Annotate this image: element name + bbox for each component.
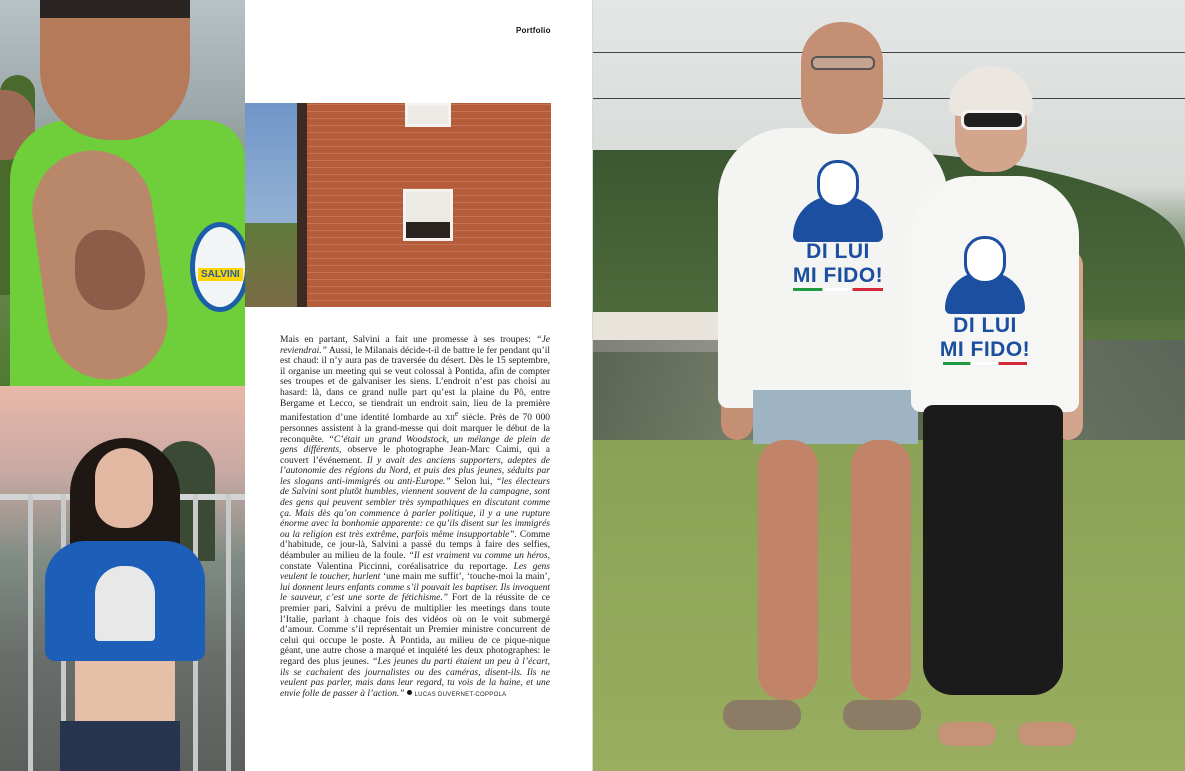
slogan-line: MI FIDO! (939, 338, 1031, 361)
badge-label: SALVINI (198, 268, 243, 281)
man-left-leg (758, 440, 818, 700)
bare-midriff (75, 661, 175, 721)
quote: “Je reviendrai.” (280, 335, 550, 356)
end-bullet-icon (407, 690, 412, 695)
quote: lui donnent leurs enfants comme s’il pouvait les baptiser. Ils invoquent le sauveur, c’est une sorte de fétichisme.” (280, 582, 550, 604)
text: Selon lui, (450, 476, 497, 487)
text: Mais en partant, Salvini a fait une promesse à ses troupes: (280, 335, 537, 345)
woman-face (95, 448, 153, 528)
text: siècle. Près de 70 000 personnes assistent à la grand-messe qui doit marquer le début de la reconquête. (280, 413, 551, 445)
photo-elderly-couple (593, 0, 1185, 771)
slogan-line: DI LUI (953, 314, 1017, 337)
italian-flag-stripe (943, 362, 1027, 365)
tshirt-slogan (935, 314, 1035, 362)
slogan-line: MI FIDO! (792, 264, 884, 287)
text: Aussi, le Milanais décide-t-il de battre le fer pendant qu’il est chaud: il n’y aura pas de traversée du désert. Dès le 15 septembre, il organise un meeting qui se veut colossal à Pontida, afin de compter ses troupes et de galvaniser les siens. L’endroit n’est pas choisi au hasard: là, dans ce grand nulle part qu’est la plaine du Pô, entre Bergame et Lecco, se tiendrait un endroit sain, lieu de la première manifestation d’une identité lombarde au (280, 345, 550, 424)
window-opening (406, 222, 450, 238)
hillside (245, 223, 303, 307)
man-head (801, 22, 883, 134)
quote: Les gens veulent le toucher, hurlent (280, 561, 550, 583)
jeans (60, 721, 180, 771)
lega-badge (190, 222, 245, 312)
power-line (593, 98, 1185, 99)
text: Comme d’habitude, ce jour-là, Salvini a passé du temps à faire des selfies, déambuler au milieu de la foule. (280, 529, 550, 562)
crop-top-portrait-print (95, 566, 155, 641)
century-superscript: e (454, 409, 459, 419)
portrait-face (964, 236, 1006, 284)
sunglasses-icon (961, 110, 1025, 130)
quote: “Les jeunes du parti étaient un peu à l’écart, ils se cachaient des journalistes ou des caméras, disent-ils. Ils ne veulent pas parler, mais dans leur regard, tu vois de la haine, et une envie folle de passer à l’action.” (280, 656, 550, 699)
author-credit: LUCAS DUVERNET-COPPOLA (414, 691, 507, 698)
woman-hair (949, 66, 1033, 116)
black-leggings (923, 405, 1063, 695)
building-edge (297, 103, 307, 307)
woman-foot (938, 722, 996, 746)
tshirt-slogan (785, 240, 891, 288)
text: Fort de la réussite de ce premier pari, Salvini a prévu de multiplier les meetings dans toute l’Italie, parlant à chaque fois des vidéos où on le voit submergé d’amour. Comme s’il représentait un Premier ministre concurrent de celui qui occupe le poste. À Pontida, au milieu de ce pique-nique géant, une autre chose a marqué et inquiété les deux photographes: le regard des plus jeunes. (280, 593, 551, 667)
quote: Il y avait des anciens supporters, adeptes de l’autonomie des régions du Nord, et puis des plus jeunes, séduits par les slogans anti-immigrés ou anti-Europe.” (280, 455, 551, 487)
text: observe le photographe Jean-Marc Caimi, qui a couvert l’événement. (280, 445, 550, 466)
quote: “les électeurs de Salvini sont plutôt humbles, viennent souvent de la campagne, sont des gens qui peuvent sembler très sympathiques en discutant comme ça. Mais dès qu’on commence à parler politique, il y a une rupture énorme avec la bonhomie apparente: ce qu’ils disent sur les immigrés ou la religion est très extrême, parfois même insupportable”. (280, 476, 550, 540)
text: constate Valentina Piccinni, coréalisatrice du reportage. (280, 561, 514, 572)
century-numeral: xii (445, 413, 455, 424)
man-head (40, 0, 190, 140)
denim-shorts (753, 390, 918, 444)
window-top (405, 103, 451, 127)
text: ‘une main me suffit’, ‘touche-moi la main’, (382, 572, 550, 583)
power-line (593, 52, 1185, 53)
window-with-onlooker (403, 189, 453, 241)
article-paragraph (280, 335, 550, 699)
photo-young-woman (0, 386, 245, 771)
italian-flag-stripe (793, 288, 883, 291)
glasses-icon (811, 56, 875, 70)
quote: “C’était un grand Woodstock, un mélange de plein de gens différents, (280, 434, 550, 456)
sandal (843, 700, 921, 730)
man-hair (40, 0, 190, 18)
woman-foot (1018, 722, 1076, 746)
portrait-face (817, 160, 859, 208)
slogan-line: DI LUI (806, 240, 870, 263)
quote: “Il est vraiment vu comme un héros, (408, 551, 550, 562)
man-right-leg (851, 440, 911, 700)
section-label: Portfolio (516, 26, 551, 35)
article-body (280, 335, 550, 699)
photo-man-smoking (0, 0, 245, 386)
sandal (723, 700, 801, 730)
photo-brick-building (245, 103, 551, 307)
